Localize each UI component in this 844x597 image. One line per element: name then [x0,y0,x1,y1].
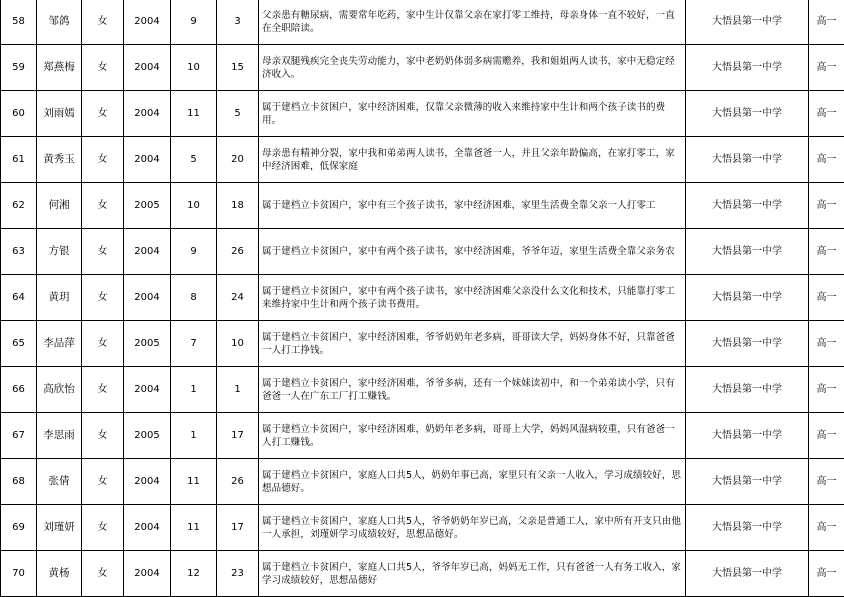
birth-year-cell: 2004 [124,275,171,321]
hardship-description-cell: 属于建档立卡贫困户，家中有三个孩子读书，家中经济困难，家里生活费全靠父亲一人打零工 [259,183,686,229]
school-cell: 大悟县第一中学 [686,367,809,413]
grade-cell: 高一 [809,505,844,551]
school-cell: 大悟县第一中学 [686,45,809,91]
school-cell: 大悟县第一中学 [686,183,809,229]
school-cell: 大悟县第一中学 [686,551,809,597]
grade-cell: 高一 [809,229,844,275]
birth-day-cell: 23 [217,551,259,597]
grade-cell: 高一 [809,45,844,91]
table-row [1,413,844,459]
row-number-cell: 59 [1,45,37,91]
table-row [1,229,844,275]
table-row [1,91,844,137]
school-cell: 大悟县第一中学 [686,505,809,551]
birth-month-cell: 1 [171,413,217,459]
table-row [1,551,844,597]
birth-month-cell: 12 [171,551,217,597]
grade-cell: 高一 [809,459,844,505]
birth-year-cell: 2004 [124,505,171,551]
school-cell: 大悟县第一中学 [686,321,809,367]
row-number-cell: 64 [1,275,37,321]
hardship-description-cell: 属于建档立卡贫困户，家中经济困难，奶奶年老多病，哥哥上大学，妈妈风湿病较重，只有爸爸一人打工赚钱。 [259,413,686,459]
table-row [1,459,844,505]
student-name-cell: 李品萍 [37,321,82,367]
table-row [1,321,844,367]
school-cell: 大悟县第一中学 [686,0,809,45]
gender-cell: 女 [82,551,124,597]
grade-cell: 高一 [809,91,844,137]
grade-cell: 高一 [809,413,844,459]
row-number-cell: 69 [1,505,37,551]
row-number-cell: 58 [1,0,37,45]
birth-day-cell: 1 [217,367,259,413]
school-cell: 大悟县第一中学 [686,459,809,505]
gender-cell: 女 [82,367,124,413]
hardship-description-cell: 属于建档立卡贫困户，家庭人口共5人，爷爷奶奶年岁已高，父亲是普通工人，家中所有开支只由他一人承担，刘瑾妍学习成绩较好，思想品德好。 [259,505,686,551]
row-number-cell: 60 [1,91,37,137]
student-name-cell: 黄玥 [37,275,82,321]
gender-cell: 女 [82,183,124,229]
birth-year-cell: 2004 [124,551,171,597]
birth-day-cell: 5 [217,91,259,137]
birth-month-cell: 11 [171,91,217,137]
table-row [1,0,844,45]
student-name-cell: 高欣怡 [37,367,82,413]
birth-month-cell: 5 [171,137,217,183]
table-row [1,505,844,551]
row-number-cell: 63 [1,229,37,275]
school-cell: 大悟县第一中学 [686,413,809,459]
row-number-cell: 61 [1,137,37,183]
birth-year-cell: 2004 [124,459,171,505]
birth-year-cell: 2004 [124,137,171,183]
gender-cell: 女 [82,45,124,91]
hardship-description-cell: 母亲患有精神分裂，家中我和弟弟两人读书，全靠爸爸一人，并且父亲年龄偏高，在家打零工，家中经济困难，低保家庭 [259,137,686,183]
student-name-cell: 方银 [37,229,82,275]
birth-month-cell: 9 [171,229,217,275]
birth-day-cell: 17 [217,413,259,459]
table-row [1,183,844,229]
gender-cell: 女 [82,321,124,367]
row-number-cell: 70 [1,551,37,597]
birth-month-cell: 11 [171,505,217,551]
hardship-description-cell: 母亲双腿残疾完全丧失劳动能力，家中老奶奶体弱多病需赡养，我和姐姐两人读书，家中无稳定经济收入。 [259,45,686,91]
gender-cell: 女 [82,0,124,45]
grade-cell: 高一 [809,183,844,229]
birth-year-cell: 2005 [124,321,171,367]
student-name-cell: 黄杨 [37,551,82,597]
student-name-cell: 郑燕梅 [37,45,82,91]
table-row [1,367,844,413]
school-cell: 大悟县第一中学 [686,137,809,183]
birth-year-cell: 2004 [124,367,171,413]
birth-day-cell: 26 [217,229,259,275]
birth-day-cell: 24 [217,275,259,321]
hardship-description-cell: 父亲患有糖尿病，需要常年吃药，家中生计仅靠父亲在家打零工维持，母亲身体一直不较好，一直在全职陪读。 [259,0,686,45]
birth-day-cell: 10 [217,321,259,367]
birth-month-cell: 1 [171,367,217,413]
birth-month-cell: 10 [171,183,217,229]
gender-cell: 女 [82,229,124,275]
row-number-cell: 65 [1,321,37,367]
birth-year-cell: 2004 [124,229,171,275]
hardship-description-cell: 属于建档立卡贫困户，家中有两个孩子读书，家中经济困难，爷爷年迈，家里生活费全靠父亲务农 [259,229,686,275]
birth-year-cell: 2005 [124,413,171,459]
row-number-cell: 62 [1,183,37,229]
student-name-cell: 刘雨嫣 [37,91,82,137]
student-name-cell: 李思雨 [37,413,82,459]
gender-cell: 女 [82,413,124,459]
birth-day-cell: 20 [217,137,259,183]
gender-cell: 女 [82,137,124,183]
student-name-cell: 何湘 [37,183,82,229]
grade-cell: 高一 [809,367,844,413]
table-row [1,45,844,91]
birth-month-cell: 9 [171,0,217,45]
birth-day-cell: 18 [217,183,259,229]
hardship-description-cell: 属于建档立卡贫困户，家中经济困难，爷爷多病，还有一个妹妹读初中，和一个弟弟读小学，只有爸爸一人在广东工厂打工赚钱。 [259,367,686,413]
birth-year-cell: 2004 [124,45,171,91]
table-row [1,137,844,183]
hardship-description-cell: 属于建档立卡贫困户，家中有两个孩子读书，家中经济困难父亲没什么文化和技术，只能靠打零工来维持家中生计和两个孩子读书费用。 [259,275,686,321]
gender-cell: 女 [82,505,124,551]
row-number-cell: 68 [1,459,37,505]
birth-month-cell: 7 [171,321,217,367]
table-body [1,0,844,597]
birth-month-cell: 10 [171,45,217,91]
table-row [1,275,844,321]
birth-year-cell: 2005 [124,183,171,229]
school-cell: 大悟县第一中学 [686,229,809,275]
hardship-description-cell: 属于建档立卡贫困户，家庭人口共5人，爷爷年岁已高，妈妈无工作，只有爸爸一人有务工收入，家学习成绩较好，思想品德好 [259,551,686,597]
student-name-cell: 张倩 [37,459,82,505]
birth-month-cell: 11 [171,459,217,505]
row-number-cell: 66 [1,367,37,413]
grade-cell: 高一 [809,0,844,45]
gender-cell: 女 [82,91,124,137]
grade-cell: 高一 [809,137,844,183]
birth-month-cell: 8 [171,275,217,321]
hardship-description-cell: 属于建档立卡贫困户，家中经济困难，爷爷奶奶年老多病，哥哥读大学，妈妈身体不好，只靠爸爸一人打工挣钱。 [259,321,686,367]
hardship-description-cell: 属于建档立卡贫困户，家中经济困难，仅靠父亲微薄的收入来维持家中生计和两个孩子读书的费用。 [259,91,686,137]
student-name-cell: 邹鸽 [37,0,82,45]
hardship-description-cell: 属于建档立卡贫困户，家庭人口共5人，奶奶年事已高，家里只有父亲一人收入，学习成绩较好，思想品德好。 [259,459,686,505]
birth-year-cell: 2004 [124,0,171,45]
birth-day-cell: 26 [217,459,259,505]
school-cell: 大悟县第一中学 [686,275,809,321]
gender-cell: 女 [82,275,124,321]
birth-day-cell: 17 [217,505,259,551]
student-name-cell: 黄秀玉 [37,137,82,183]
birth-day-cell: 15 [217,45,259,91]
gender-cell: 女 [82,459,124,505]
grade-cell: 高一 [809,275,844,321]
grade-cell: 高一 [809,321,844,367]
birth-year-cell: 2004 [124,91,171,137]
school-cell: 大悟县第一中学 [686,91,809,137]
row-number-cell: 67 [1,413,37,459]
student-name-cell: 刘瑾妍 [37,505,82,551]
birth-day-cell: 3 [217,0,259,45]
grade-cell: 高一 [809,551,844,597]
